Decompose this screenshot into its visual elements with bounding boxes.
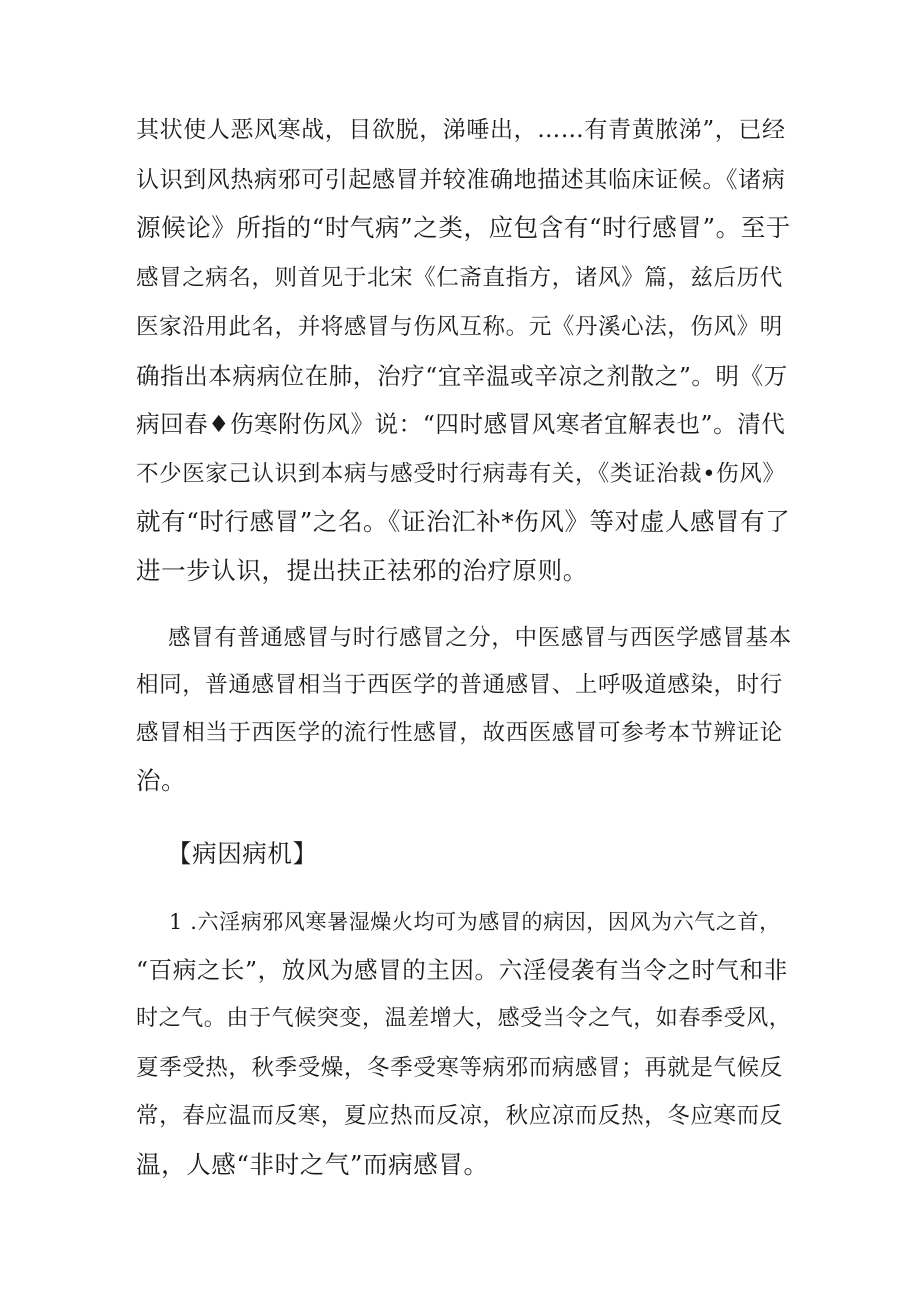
text-line: 医家沿用此名，并将感冒与伤风互称。元《丹溪心法，伤风》明 xyxy=(136,314,783,340)
text-line: 感冒有普通感冒与时行感冒之分，中医感冒与西医学感冒基本 xyxy=(168,625,792,651)
text-line: 其状使人恶风寒战，目欲脱，涕唾出，……有青黄脓涕”，已经 xyxy=(136,117,786,143)
text-line: 认识到风热病邪可引起感冒并较准确地描述其临床证候。《诸病 xyxy=(136,167,786,193)
text-line: 时之气。由于气候突变，温差增大，感受当令之气，如春季受风， xyxy=(136,1006,792,1031)
text-line: “百病之长”，放风为感冒的主因。六淫侵袭有当令之时气和非 xyxy=(136,956,788,984)
section-heading: 【病因病机】 xyxy=(167,839,318,868)
text-line: 感冒相当于西医学的流行性感冒，故西医感冒可参考本节辨证论 xyxy=(136,720,783,746)
text-line: 进一步认识，提出扶正祛邪的治疗原则。 xyxy=(136,556,588,585)
text-line: 温，人感“非时之气”而病感冒。 xyxy=(136,1150,489,1179)
text-line: 不少医家己认识到本病与感受时行病毒有关，《类证治裁•伤风》 xyxy=(136,461,786,487)
text-line: 治。 xyxy=(136,766,187,795)
text-line: 1 .六淫病邪风寒暑湿燥火均可为感冒的病因，因风为六气之首， xyxy=(169,910,781,934)
text-line: 源候论》所指的“时气病”之类，应包含有“时行感冒”。至于 xyxy=(136,213,791,242)
text-line: 就有“时行感冒”之名。《证治汇补*伤风》等对虚人感冒有了 xyxy=(136,507,791,536)
text-line: 相同，普通感冒相当于西医学的普通感冒、上呼吸道感染，时行 xyxy=(136,672,783,698)
text-line: 感冒之病名，则首见于北宋《仁斋直指方，诸风》篇，兹后历代 xyxy=(136,265,783,291)
text-line: 常，春应温而反寒，夏应热而反凉，秋应凉而反热，冬应寒而反 xyxy=(136,1103,783,1129)
text-line: 确指出本病病位在肺，治疗“宜辛温或辛凉之剂散之”。明《万 xyxy=(136,362,788,390)
text-line: 夏季受热，秋季受燥，冬季受寒等病邪而病感冒；再就是气候反 xyxy=(136,1055,783,1081)
text-line: 病回春♦伤寒附伤风》说：“四时感冒风寒者宜解表也”。清代 xyxy=(136,410,786,438)
